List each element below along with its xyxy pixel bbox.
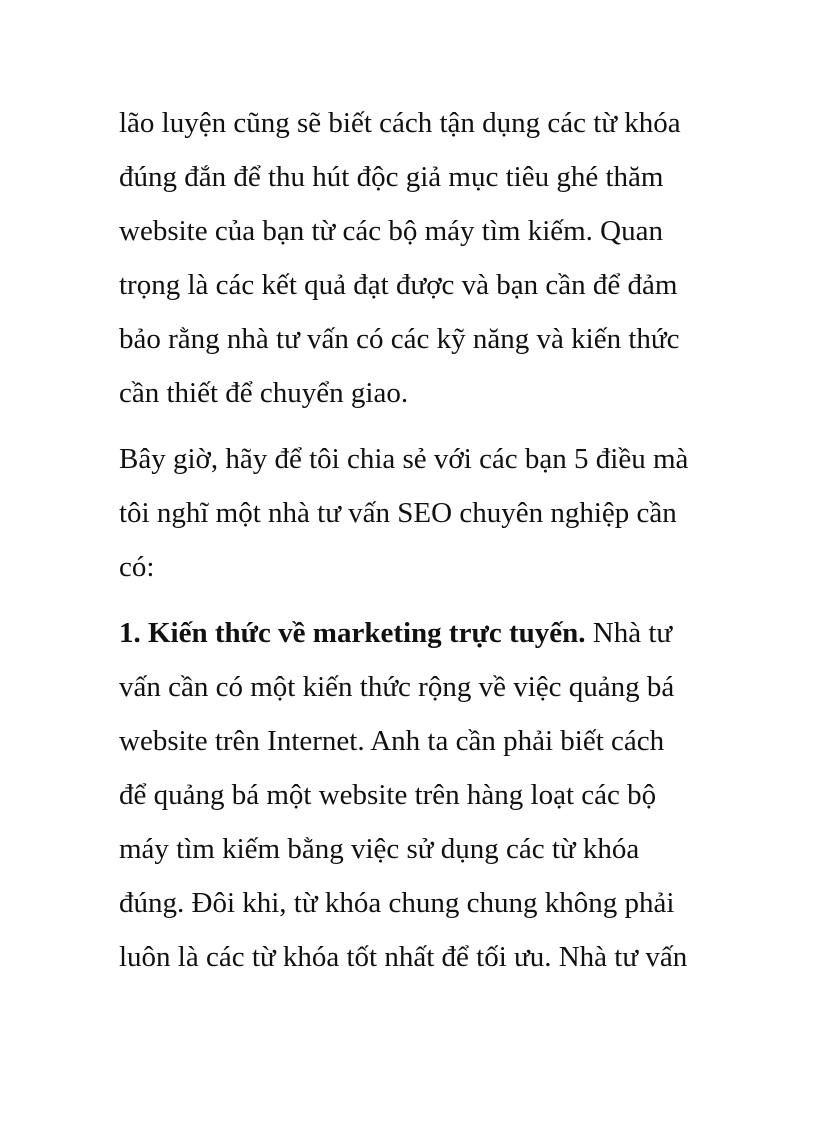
text-line: có: bbox=[119, 551, 155, 583]
text-line: máy tìm kiếm bằng việc sử dụng các từ khóa bbox=[119, 833, 640, 865]
paragraph-3 bbox=[119, 606, 719, 984]
text-line: để quảng bá một website trên hàng loạt các bộ bbox=[119, 779, 657, 811]
text-line bbox=[119, 606, 719, 660]
text-line: tôi nghĩ một nhà tư vấn SEO chuyên nghiệp cần bbox=[119, 497, 677, 529]
text-line: vấn cần có một kiến thức rộng về việc quảng bá bbox=[119, 671, 675, 703]
text-line: cần thiết để chuyển giao. bbox=[119, 377, 409, 409]
paragraph-gap bbox=[119, 594, 719, 606]
text-line: luôn là các từ khóa tốt nhất để tối ưu. Nhà tư vấn bbox=[119, 941, 688, 973]
text-line: đúng. Đôi khi, từ khóa chung chung không phải bbox=[119, 887, 675, 919]
text-line: trọng là các kết quả đạt được và bạn cần để đảm bbox=[119, 269, 678, 301]
text-line: website trên Internet. Anh ta cần phải biết cách bbox=[119, 725, 665, 757]
document-body bbox=[119, 96, 719, 984]
section-heading: 1. Kiến thức về marketing trực tuyến. bbox=[119, 617, 586, 649]
text-line: Bây giờ, hãy để tôi chia sẻ với các bạn 5 điều mà bbox=[119, 443, 689, 475]
paragraph-2 bbox=[119, 432, 719, 594]
paragraph-1 bbox=[119, 96, 719, 420]
text-line: website của bạn từ các bộ máy tìm kiếm. Quan bbox=[119, 215, 663, 247]
paragraph-gap bbox=[119, 420, 719, 432]
text-line: bảo rằng nhà tư vấn có các kỹ năng và kiến thức bbox=[119, 323, 680, 355]
text-line: đúng đắn để thu hút độc giả mục tiêu ghé thăm bbox=[119, 161, 664, 193]
heading-continuation: Nhà tư bbox=[585, 617, 673, 649]
text-line: lão luyện cũng sẽ biết cách tận dụng các từ khóa bbox=[119, 107, 681, 139]
